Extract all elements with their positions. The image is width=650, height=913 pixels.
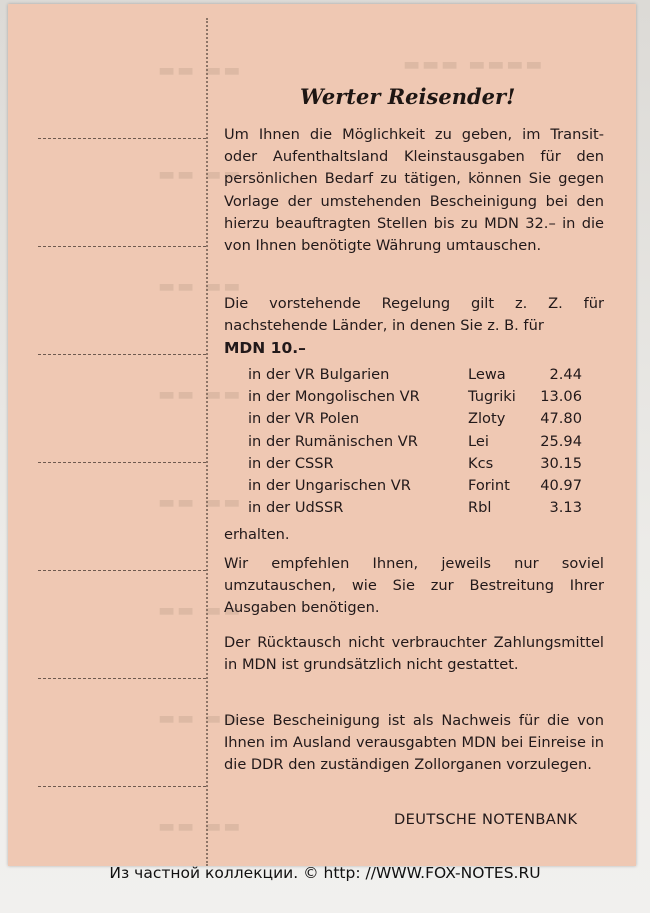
received-text: erhalten. — [224, 526, 290, 543]
currency-cell: Tugriki — [468, 388, 516, 406]
show-through-mark: ▬▬ ▬▬ — [158, 492, 243, 513]
country-cell: in der Rumänischen VR — [248, 432, 418, 450]
country-cell: in der VR Polen — [248, 410, 360, 428]
coupon-cut-line — [38, 354, 206, 355]
recommendation-paragraph: Wir empfehlen Ihnen, jeweils nur soviel umzutauschen, wie Sie zur Bestreitung Ihrer Ausgaben benötigen. — [224, 555, 604, 617]
show-through-mark: ▬▬ ▬▬ — [158, 384, 243, 405]
greeting-heading: Werter Reisender! — [300, 84, 516, 109]
coupon-cut-line — [38, 786, 206, 787]
table-row — [248, 431, 588, 453]
rate-cell: 40.97 — [540, 476, 582, 494]
issuer-name: DEUTSCHE NOTENBANK — [394, 811, 578, 828]
currency-cell: Kcs — [468, 454, 494, 472]
show-through-mark: ▬▬ ▬▬ — [158, 276, 243, 297]
table-row — [248, 364, 588, 386]
table-row — [248, 408, 588, 430]
coupon-cut-line — [38, 570, 206, 571]
coupon-cut-line — [38, 678, 206, 679]
example-amount: MDN 10.– — [224, 339, 306, 358]
country-cell: in der Mongolischen VR — [248, 388, 420, 406]
currency-cell: Rbl — [468, 499, 492, 517]
country-cell: in der CSSR — [248, 454, 334, 472]
rate-cell: 3.13 — [549, 499, 582, 517]
reexchange-paragraph: Der Rücktausch nicht verbrauchter Zahlungsmittel in MDN ist grundsätzlich nicht gestattet. — [224, 634, 604, 674]
rate-cell: 25.94 — [540, 432, 582, 450]
country-cell: in der Ungarischen VR — [248, 476, 411, 494]
rate-cell: 30.15 — [540, 454, 582, 472]
rate-cell: 2.44 — [549, 366, 582, 383]
country-cell: in der VR Bulgarien — [248, 366, 390, 383]
table-row — [248, 475, 588, 497]
exchange-rate-table — [248, 364, 588, 519]
currency-cell: Lewa — [468, 366, 506, 383]
show-through-mark: ▬▬ ▬▬ — [158, 164, 243, 185]
currency-cell: Lei — [468, 432, 489, 450]
coupon-cut-line — [38, 138, 206, 139]
coupon-cut-line — [38, 462, 206, 463]
rate-cell: 47.80 — [540, 410, 582, 428]
table-row — [248, 386, 588, 408]
coupon-cut-line — [38, 246, 206, 247]
show-through-mark: ▬▬ ▬▬ — [158, 708, 243, 729]
show-through-mark: ▬▬ ▬▬ — [158, 600, 243, 621]
show-through-mark: ▬▬▬ ▬▬▬▬ — [403, 54, 545, 75]
collection-caption: Из частной коллекции. © http: //WWW.FOX-NOTES.RU — [109, 864, 541, 882]
rate-cell: 13.06 — [540, 388, 582, 406]
table-row — [248, 497, 588, 519]
regulation-paragraph — [224, 293, 604, 361]
certificate-paragraph: Diese Bescheinigung ist als Nachweis für die von Ihnen im Ausland verausgabten MDN bei Einreise in die DDR den zuständigen Zollorganen vorzulegen. — [224, 712, 604, 774]
show-through-mark: ▬▬ ▬▬ — [158, 816, 243, 837]
table-row — [248, 453, 588, 475]
currency-cell: Zloty — [468, 410, 506, 428]
show-through-mark: ▬▬ ▬▬ — [158, 60, 243, 81]
currency-cell: Forint — [468, 476, 510, 494]
country-cell: in der UdSSR — [248, 499, 344, 517]
intro-paragraph: Um Ihnen die Möglichkeit zu geben, im Transit- oder Aufenthaltsland Kleinstausgaben für den persönlichen Bedarf zu tätigen, können Sie gegen Vorlage der umstehenden Bescheinigung bei den hierzu beauftragten Stellen bis zu MDN 32.– in die von Ihnen benötigte Währung umtauschen. — [224, 126, 604, 255]
perforation-line — [206, 18, 208, 866]
regulation-text: Die vorstehende Regelung gilt z. Z. für nachstehende Länder, in denen Sie z. B. für — [224, 295, 604, 335]
